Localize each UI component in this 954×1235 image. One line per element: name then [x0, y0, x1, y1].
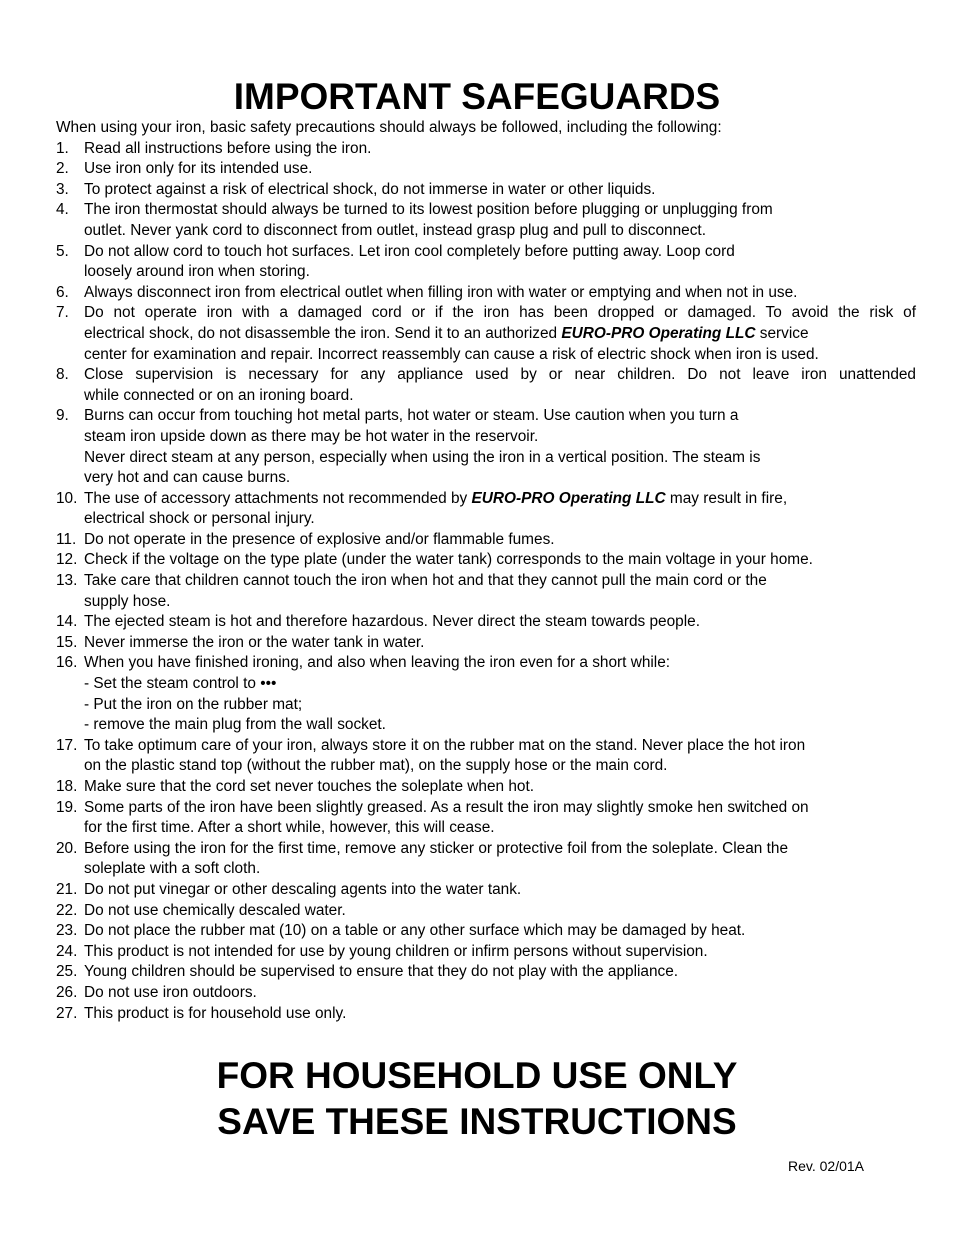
revision-label: Rev. 02/01A [788, 1158, 865, 1174]
item-number: 23. [56, 922, 78, 940]
item-number: 26. [56, 983, 78, 1001]
list-item [56, 633, 916, 654]
item-text: Never direct steam at any person, especially when using the iron in a vertical position. The steam is [84, 448, 761, 466]
list-item [56, 983, 916, 1004]
item-text: Always disconnect iron from electrical outlet when filling iron with water or emptying and when not in use. [84, 283, 798, 301]
text-segment: may result in fire, [665, 489, 788, 507]
item-number: 11. [56, 530, 77, 548]
item-text: Use iron only for its intended use. [84, 160, 313, 178]
item-text: steam iron upside down as there may be hot water in the reservoir. [84, 427, 539, 445]
item-text: Check if the voltage on the type plate (under the water tank) corresponds to the main voltage in your home. [84, 551, 813, 569]
text-segment: service [755, 324, 809, 342]
item-text: outlet. Never yank cord to disconnect from outlet, instead grasp plug and pull to disconnect. [84, 221, 706, 239]
list-item [56, 571, 916, 612]
item-number: 6. [56, 283, 69, 301]
list-item [56, 406, 916, 488]
page-title: IMPORTANT SAFEGUARDS [233, 75, 721, 117]
item-text: very hot and can cause burns. [84, 469, 291, 487]
list-item [56, 942, 916, 963]
item-text: loosely around iron when storing. [84, 263, 310, 281]
item-text: This product is for household use only. [84, 1004, 347, 1022]
list-item [56, 489, 916, 530]
item-number: 20. [56, 839, 78, 857]
list-item [56, 1004, 916, 1025]
list-item [56, 139, 916, 160]
item-text: on the plastic stand top (without the rubber mat), on the supply hose or the main cord. [84, 757, 668, 775]
item-number: 10. [56, 489, 78, 507]
list-item [56, 736, 916, 777]
list-item [56, 901, 916, 922]
item-number: 24. [56, 942, 78, 960]
text-segment: The use of accessory attachments not recommended by [84, 489, 472, 507]
list-item [56, 550, 916, 571]
item-number: 25. [56, 963, 78, 981]
item-number: 1. [56, 139, 69, 157]
item-number: 3. [56, 180, 69, 198]
item-text: Do not operate in the presence of explosive and/or flammable fumes. [84, 530, 555, 548]
item-number: 16. [56, 654, 78, 672]
brand-name: EURO-PRO Operating LLC [471, 489, 666, 507]
item-number: 12. [56, 551, 78, 569]
item-number: 14. [56, 613, 78, 631]
item-text: Take care that children cannot touch the iron when hot and that they cannot pull the main cord or the [84, 572, 767, 590]
safeguards-content [56, 118, 916, 1024]
item-text: The iron thermostat should always be turned to its lowest position before plugging or unplugging from [84, 201, 773, 219]
item-number: 2. [56, 160, 69, 178]
list-item [56, 880, 916, 901]
item-text: electrical shock or personal injury. [84, 510, 315, 528]
item-text: supply hose. [84, 592, 171, 610]
item-text-with-brand [84, 489, 916, 510]
item-number: 9. [56, 407, 69, 425]
item-text: This product is not intended for use by young children or infirm persons without supervision. [84, 942, 708, 960]
item-number: 17. [56, 736, 78, 754]
sub-item-text: - Set the steam control to ••• [84, 675, 277, 693]
item-text: soleplate with a soft cloth. [84, 860, 261, 878]
footer-heading [0, 1053, 954, 1145]
item-number: 5. [56, 242, 69, 260]
list-item [56, 798, 916, 839]
item-text: for the first time. After a short while, however, this will cease. [84, 819, 495, 837]
item-number: 21. [56, 880, 78, 898]
item-text: Do not operate iron with a damaged cord or if the iron has been dropped or damaged. To avoid the risk of [84, 304, 916, 322]
household-use-heading: FOR HOUSEHOLD USE ONLY [216, 1055, 738, 1096]
list-item [56, 962, 916, 983]
list-item [56, 200, 916, 241]
sub-item-text: - remove the main plug from the wall socket. [84, 716, 386, 734]
item-number: 22. [56, 901, 78, 919]
item-text-with-brand [84, 324, 916, 345]
item-text: To protect against a risk of electrical shock, do not immerse in water or other liquids. [84, 180, 656, 198]
intro-text: When using your iron, basic safety precautions should always be followed, including the following: [56, 119, 722, 136]
text-segment: electrical shock, do not disassemble the iron. Send it to an authorized [84, 324, 562, 342]
item-text: Young children should be supervised to ensure that they do not play with the appliance. [84, 963, 679, 981]
safeguards-list [56, 139, 916, 1025]
item-number: 15. [56, 633, 78, 651]
list-item [56, 839, 916, 880]
list-item [56, 777, 916, 798]
list-item [56, 365, 916, 406]
item-text: Burns can occur from touching hot metal parts, hot water or steam. Use caution when you turn a [84, 407, 739, 425]
sub-item-text: - Put the iron on the rubber mat; [84, 695, 303, 713]
list-item [56, 653, 916, 735]
item-text: Read all instructions before using the iron. [84, 139, 372, 157]
item-number: 13. [56, 572, 78, 590]
list-item [56, 283, 916, 304]
item-text: When you have finished ironing, and also when leaving the iron even for a short while: [84, 654, 671, 672]
item-text: Do not allow cord to touch hot surfaces. Let iron cool completely before putting away. Loop cord [84, 242, 735, 260]
item-text: Do not put vinegar or other descaling agents into the water tank. [84, 880, 522, 898]
item-number: 4. [56, 201, 69, 219]
item-text: Do not place the rubber mat (10) on a table or any other surface which may be damaged by heat. [84, 922, 746, 940]
list-item [56, 303, 916, 365]
list-item [56, 530, 916, 551]
item-text: center for examination and repair. Incorrect reassembly can cause a risk of electric shock when iron is used. [84, 345, 819, 363]
item-text: Never immerse the iron or the water tank in water. [84, 633, 425, 651]
item-number: 27. [56, 1004, 78, 1022]
item-text: Some parts of the iron have been slightly greased. As a result the iron may slightly smoke hen switched on [84, 798, 809, 816]
item-text: To take optimum care of your iron, always store it on the rubber mat on the stand. Never place the hot iron [84, 736, 806, 754]
item-number: 8. [56, 366, 69, 384]
item-text: while connected or on an ironing board. [84, 386, 354, 404]
list-item [56, 242, 916, 283]
list-item [56, 180, 916, 201]
item-text: Do not use iron outdoors. [84, 983, 257, 1001]
item-number: 18. [56, 778, 78, 795]
list-item [56, 921, 916, 942]
list-item [56, 612, 916, 633]
item-number: 7. [56, 304, 69, 322]
item-text: Make sure that the cord set never touches the soleplate when hot. [84, 778, 535, 795]
list-item [56, 159, 916, 180]
item-text: The ejected steam is hot and therefore hazardous. Never direct the steam towards people. [84, 613, 700, 631]
brand-name: EURO-PRO Operating LLC [561, 324, 756, 342]
item-text: Do not use chemically descaled water. [84, 901, 346, 919]
item-text: Before using the iron for the first time, remove any sticker or protective foil from the soleplate. Clean the [84, 839, 789, 857]
save-instructions-heading: SAVE THESE INSTRUCTIONS [217, 1101, 737, 1142]
item-text: Close supervision is necessary for any appliance used by or near children. Do not leave iron unattended [84, 366, 916, 384]
item-number: 19. [56, 798, 78, 816]
